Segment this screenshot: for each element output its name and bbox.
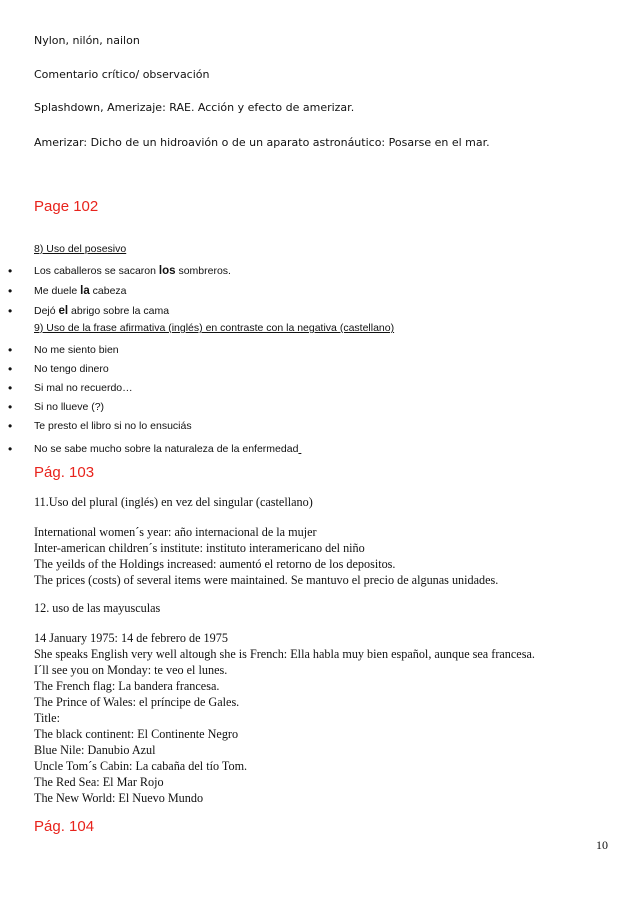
- section-12-line: The black continent: El Continente Negro: [34, 727, 239, 741]
- list-item-text: Los caballeros se sacaron los sombreros.: [34, 265, 231, 277]
- page-number: 10: [596, 838, 608, 852]
- list-item: [0, 264, 600, 280]
- bullet-icon: •: [8, 264, 13, 278]
- heading-page-104: Pág. 104: [34, 818, 95, 835]
- list-item-text: Si no llueve (?): [34, 401, 105, 413]
- list-item-text: Me duele la cabeza: [34, 285, 127, 297]
- bullet-icon: •: [8, 343, 13, 357]
- section-12-line: Title:: [34, 711, 60, 725]
- bullet-icon: •: [8, 284, 13, 298]
- list-item: [0, 381, 600, 397]
- list-item-text: No me siento bien: [34, 344, 119, 356]
- intro-line-comentario: Comentario crítico/ observación: [34, 68, 210, 81]
- bullet-icon: •: [8, 304, 13, 318]
- heading-page-103: Pág. 103: [34, 464, 95, 481]
- section-12-line: Uncle Tom´s Cabin: La cabaña del tío Tom.: [34, 759, 248, 773]
- section-11-line: The yeilds of the Holdings increased: aumentó el retorno de los depositos.: [34, 557, 396, 571]
- bullet-icon: •: [8, 362, 13, 376]
- list-item-text: Si mal no recuerdo…: [34, 382, 133, 394]
- section-9-title: 9) Uso de la frase afirmativa (inglés) en contraste con la negativa (castellano): [34, 322, 395, 334]
- section-11-line: The prices (costs) of several items were maintained. Se mantuvo el precio de algunas unidades.: [34, 573, 499, 587]
- section-11-title: 11.Uso del plural (inglés) en vez del singular (castellano): [34, 495, 313, 509]
- bullet-icon: •: [8, 442, 13, 456]
- section-12-line: The Red Sea: El Mar Rojo: [34, 775, 164, 789]
- list-item: [0, 304, 600, 320]
- list-item: [0, 362, 600, 378]
- list-item-text: Te presto el libro si no lo ensuciás: [34, 420, 192, 432]
- section-12-line: She speaks English very well altough she is French: Ella habla muy bien español, aunque sea francesa.: [34, 647, 535, 661]
- list-item-text: No se sabe mucho sobre la naturaleza de la enfermedad: [34, 443, 299, 455]
- list-item: [0, 419, 600, 435]
- section-12-line: The French flag: La bandera francesa.: [34, 679, 220, 693]
- list-item-text: No tengo dinero: [34, 363, 109, 375]
- intro-line-nylon: Nylon, nilón, nailon: [34, 34, 140, 47]
- list-item: [0, 284, 600, 300]
- section-12-line: Blue Nile: Danubio Azul: [34, 743, 156, 757]
- section-11-line: Inter-american children´s institute: instituto interamericano del niño: [34, 541, 365, 555]
- bullet-icon: •: [8, 419, 13, 433]
- list-item: [0, 400, 600, 416]
- bullet-icon: •: [8, 381, 13, 395]
- section-12-line: 14 January 1975: 14 de febrero de 1975: [34, 631, 228, 645]
- list-item: [0, 442, 600, 458]
- heading-page-102: Page 102: [34, 198, 99, 215]
- section-12-line: The Prince of Wales: el príncipe de Gales.: [34, 695, 240, 709]
- section-8-title: 8) Uso del posesivo: [34, 243, 127, 255]
- bullet-icon: •: [8, 400, 13, 414]
- section-12-line: I´ll see you on Monday: te veo el lunes.: [34, 663, 228, 677]
- section-12-line: The New World: El Nuevo Mundo: [34, 791, 204, 805]
- section-12-title: 12. uso de las mayusculas: [34, 601, 161, 615]
- list-item-text: Dejó el abrigo sobre la cama: [34, 305, 170, 317]
- intro-line-amerizar: Amerizar: Dicho de un hidroavión o de un aparato astronáutico: Posarse en el mar.: [34, 136, 490, 149]
- intro-line-splashdown: Splashdown, Amerizaje: RAE. Acción y efecto de amerizar.: [34, 101, 355, 114]
- list-item: [0, 343, 600, 359]
- section-11-line: International women´s year: año internacional de la mujer: [34, 525, 317, 539]
